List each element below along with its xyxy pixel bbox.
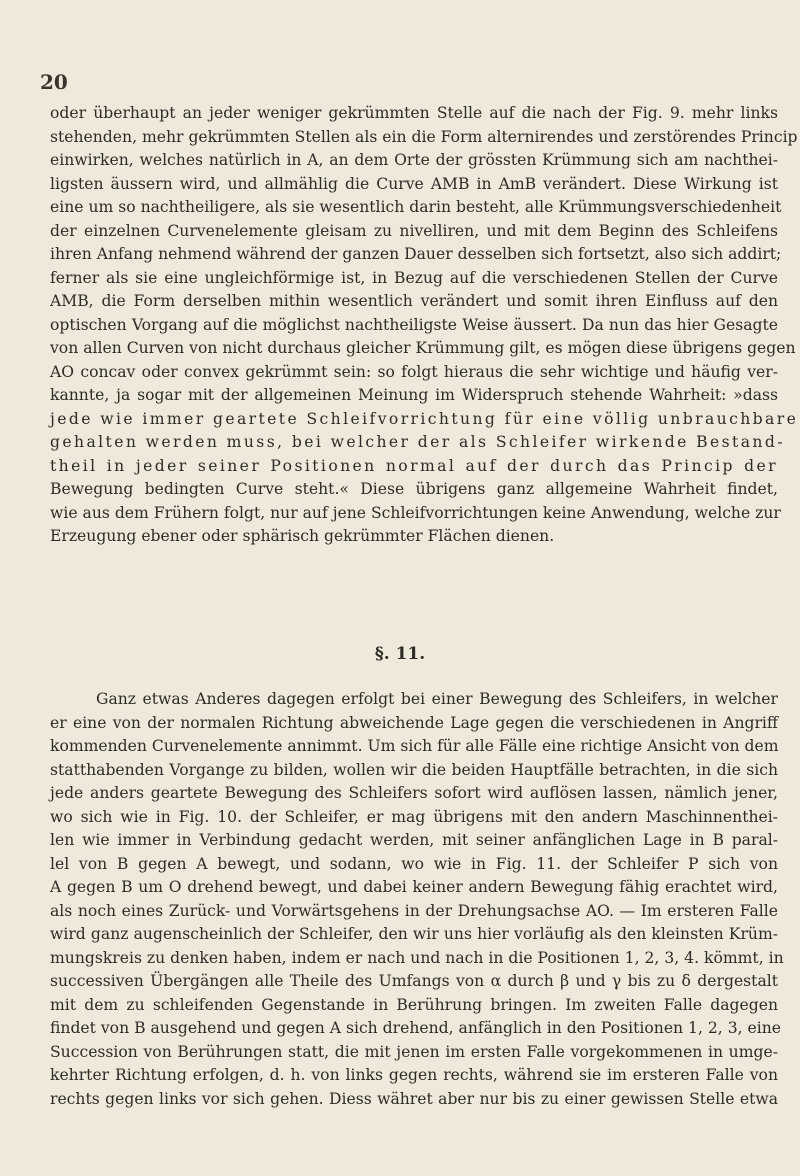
text-line: ferner als sie eine ungleichförmige ist, in Bezug auf die verschiedenen Stellen der Curve: [50, 268, 778, 287]
text-line: ihren Anfang nehmend während der ganzen Dauer desselben sich fortsetzt, also sich addirt;: [50, 245, 782, 263]
text-line: von allen Curven von nicht durchaus gleicher Krümmung gilt, es mögen diese übrigens gegen: [50, 339, 796, 357]
text-line: AO concav oder convex gekrümmt sein: so folgt hieraus die sehr wichtige und häufig ver-: [50, 362, 778, 381]
text-line: stehenden, mehr gekrümmten Stellen als ein die Form alternirendes und zerstörendes Princip: [50, 127, 798, 146]
section-heading: §. 11.: [374, 644, 426, 664]
text-line: rechts gegen links vor sich gehen. Diess währet aber nur bis zu einer gewissen Stelle etwa: [50, 1089, 778, 1108]
text-line: wird ganz augenscheinlich der Schleifer, den wir uns hier vorläufig als den kleinsten Krüm-: [50, 925, 778, 943]
text-line: lel von B gegen A bewegt, und sodann, wo wie in Fig. 11. der Schleifer P sich von: [50, 854, 778, 873]
text-line: einwirken, welches natürlich in A, an dem Orte der grössten Krümmung sich am nachthei-: [50, 151, 778, 169]
text-line: mit dem zu schleifenden Gegenstande in Berührung bringen. Im zweiten Falle dagegen: [50, 995, 778, 1014]
text-line: der einzelnen Curvenelemente gleisam zu nivelliren, und mit dem Beginn des Schleifens: [50, 221, 778, 240]
text-line: optischen Vorgang auf die möglichst nachtheiligste Weise äussert. Da nun das hier Gesagte: [50, 315, 778, 334]
text-line: findet von B ausgehend und gegen A sich drehend, anfänglich in den Positionen 1, 2, 3, eine: [50, 1019, 782, 1037]
text-line: Ganz etwas Anderes dagegen erfolgt bei einer Bewegung des Schleifers, in welcher: [96, 690, 778, 708]
text-line: er eine von der normalen Richtung abweichende Lage gegen die verschiedenen in Angriff: [50, 713, 778, 732]
text-line-emphasis: gehalten werden muss, bei welcher der als Schleifer wirkende Bestand-: [50, 433, 785, 451]
text-line: Erzeugung ebener oder sphärisch gekrümmter Flächen dienen.: [50, 527, 555, 545]
paragraph-1: [50, 102, 799, 549]
text-line: eine um so nachtheiligere, als sie wesentlich darin besteht, alle Krümmungsverschiedenheit: [50, 198, 782, 216]
text-line: successiven Übergängen alle Theile des Umfangs von α durch β und γ bis zu δ dergestalt: [50, 972, 778, 990]
text-line: kannte, ja sogar mit der allgemeinen Meinung im Widerspruch stehende Wahrheit: »dass: [50, 386, 778, 404]
text-line: kommenden Curvenelemente annimmt. Um sich für alle Fälle eine richtige Ansicht von dem: [50, 737, 779, 755]
text-line: jede anders geartete Bewegung des Schleifers sofort wird auflösen lassen, nämlich jener,: [50, 784, 778, 802]
text-line: oder überhaupt an jeder weniger gekrümmten Stelle auf die nach der Fig. 9. mehr links: [50, 104, 778, 122]
text-line: ligsten äussern wird, und allmählig die Curve AMB in AmB verändert. Diese Wirkung ist: [50, 174, 778, 193]
text-line: A gegen B um O drehend bewegt, und dabei keiner andern Bewegung fähig erachtet wird,: [50, 878, 778, 896]
text-line: als noch eines Zurück- und Vorwärtsgehens in der Drehungsachse AO. — Im ersteren Falle: [50, 901, 778, 920]
text-line: len wie immer in Verbindung gedacht werden, mit seiner anfänglichen Lage in B paral-: [50, 831, 778, 849]
paragraph-2: [50, 688, 784, 1111]
text-line: mungskreis zu denken haben, indem er nach und nach in die Positionen 1, 2, 3, 4. kömmt, in: [50, 948, 784, 967]
text-line-emphasis: jede wie immer geartete Schleifvorrichtung für eine völlig unbrauchbare: [50, 409, 799, 428]
text-line: Succession von Berührungen statt, die mit jenen im ersten Falle vorgekommenen in umge-: [50, 1042, 778, 1061]
page-number: 20: [40, 70, 68, 94]
text-line: AMB, die Form derselben mithin wesentlich verändert und somit ihren Einfluss auf den: [50, 292, 778, 310]
text-line: wie aus dem Frühern folgt, nur auf jene Schleifvorrichtungen keine Anwendung, welche zur: [50, 503, 781, 522]
text-line-emphasis: theil in jeder seiner Positionen normal auf der durch das Princip der: [50, 456, 778, 475]
text-line: Bewegung bedingten Curve steht.« Diese übrigens ganz allgemeine Wahrheit findet,: [50, 480, 778, 498]
text-line: kehrter Richtung erfolgen, d. h. von links gegen rechts, während sie im ersteren Falle von: [50, 1066, 778, 1084]
text-line: wo sich wie in Fig. 10. der Schleifer, er mag übrigens mit den andern Maschinnenthei-: [50, 807, 778, 826]
text-line: statthabenden Vorgange zu bilden, wollen wir die beiden Hauptfälle betrachten, in die sich: [50, 760, 778, 779]
